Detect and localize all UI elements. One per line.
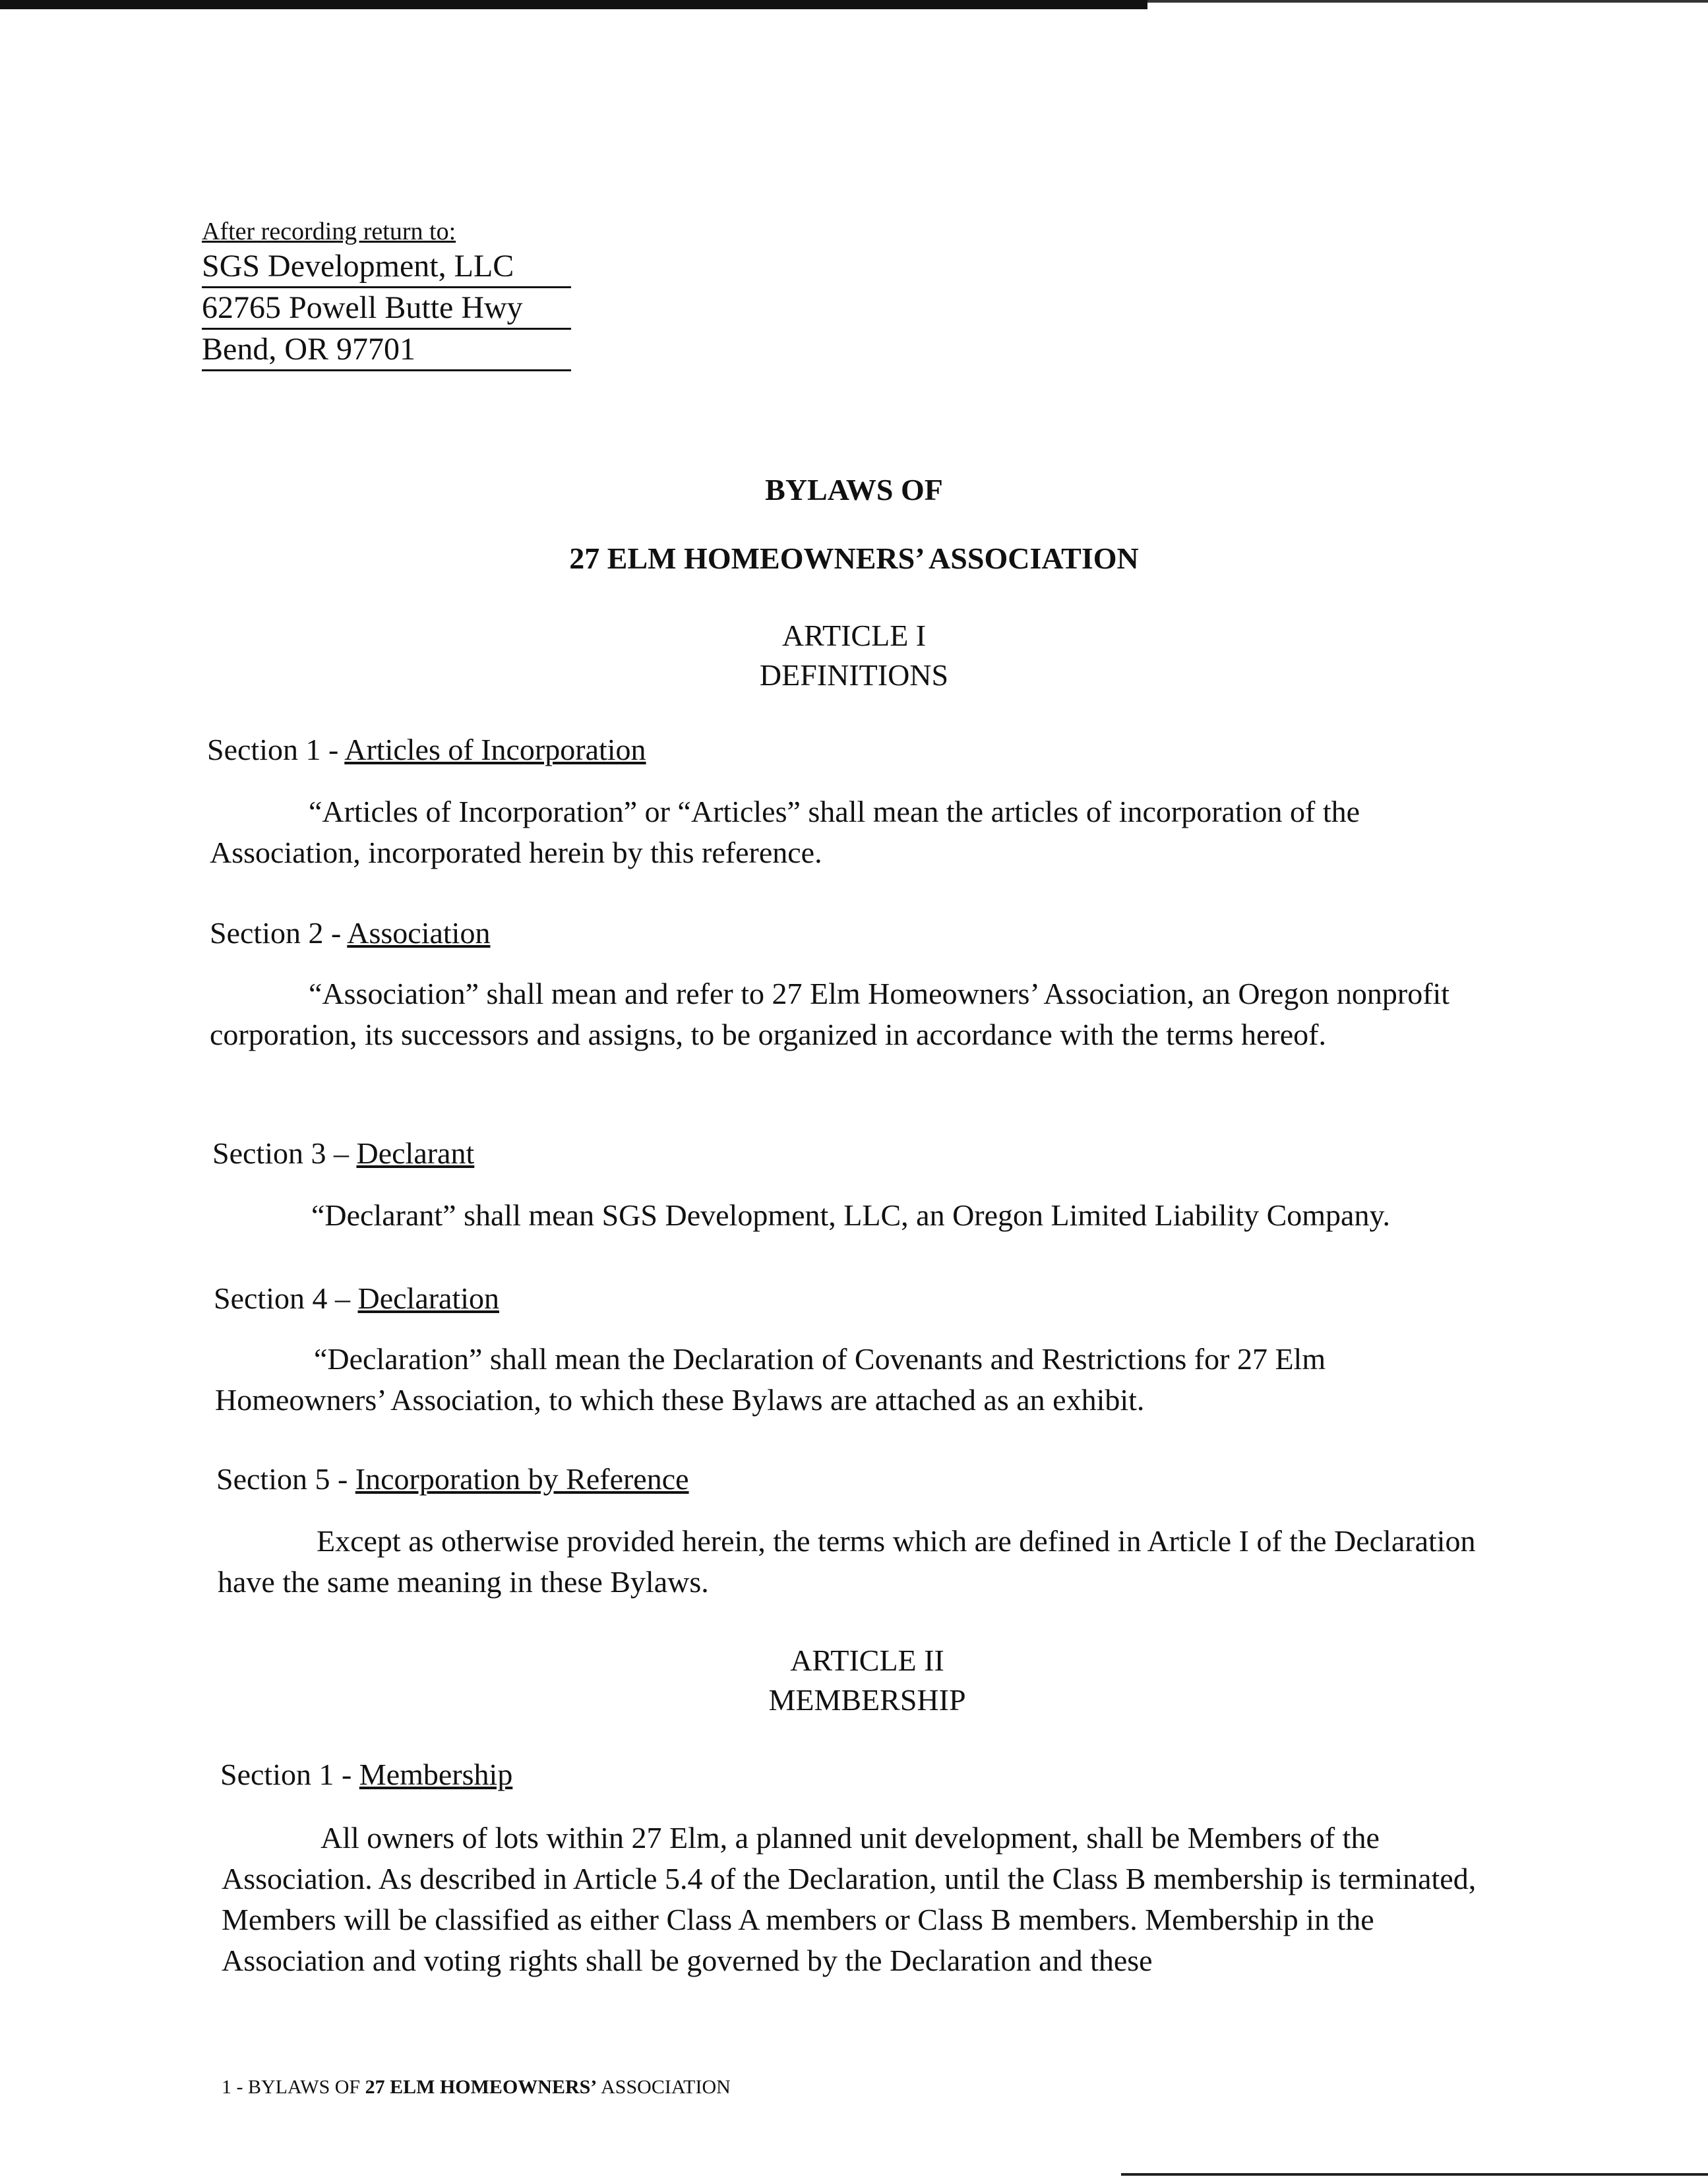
article-2-name: MEMBERSHIP	[768, 1683, 966, 1717]
section-paragraph: “Association” shall mean and refer to 27 Elm Homeowners’ Association, an Oregon nonprofit corporation, its successors and assigns, to be organized in accordance with the terms hereof.	[210, 977, 1450, 1051]
section-heading: Section 3 – Declarant	[212, 1136, 475, 1170]
section-paragraph: “Articles of Incorporation” or “Articles” shall mean the articles of incorporation of the Association, incorporated herein by this reference.	[210, 795, 1360, 869]
document-title-line1: BYLAWS OF	[765, 473, 943, 507]
article-1-number: ARTICLE I	[781, 619, 927, 652]
section-paragraph: All owners of lots within 27 Elm, a planned unit development, shall be Members of the Association. As described in Article 5.4 of the Declaration, until the Class B membership is terminated, Members will be classified as either Class A members or Class B members. Membership in the Association and voting rights shall be governed by the Declaration and these	[222, 1821, 1477, 1977]
section-paragraph: “Declaration” shall mean the Declaration of Covenants and Restrictions for 27 Elm Homeowners’ Association, to which these Bylaws are attached as an exhibit.	[215, 1342, 1326, 1417]
section-heading: Section 2 - Association	[210, 916, 491, 950]
section-heading: Section 1 - Membership	[220, 1758, 513, 1791]
return-label: After recording return to:	[202, 218, 456, 245]
page-footer: 1 - BYLAWS OF 27 ELM HOMEOWNERS’ ASSOCIATION	[222, 2076, 731, 2098]
article-2-heading	[13, 1641, 1708, 1720]
return-line-street: 62765 Powell Butte Hwy	[202, 288, 571, 330]
article-1-heading	[0, 616, 1708, 695]
document-title-line2: 27 ELM HOMEOWNERS’ ASSOCIATION	[569, 541, 1139, 575]
return-line-company: SGS Development, LLC	[202, 247, 571, 288]
section-heading: Section 5 - Incorporation by Reference	[216, 1462, 689, 1496]
section-paragraph: “Declarant” shall mean SGS Development, LLC, an Oregon Limited Liability Company.	[311, 1198, 1390, 1232]
article-2-number: ARTICLE II	[790, 1643, 944, 1677]
return-address-block	[202, 216, 571, 371]
article-1-name: DEFINITIONS	[759, 658, 949, 692]
return-line-city: Bend, OR 97701	[202, 330, 571, 371]
section-heading: Section 1 - Articles of Incorporation	[207, 733, 646, 766]
section-heading: Section 4 – Declaration	[214, 1281, 500, 1315]
section-paragraph: Except as otherwise provided herein, the terms which are defined in Article I of the Declaration have the same meaning in these Bylaws.	[218, 1524, 1476, 1599]
